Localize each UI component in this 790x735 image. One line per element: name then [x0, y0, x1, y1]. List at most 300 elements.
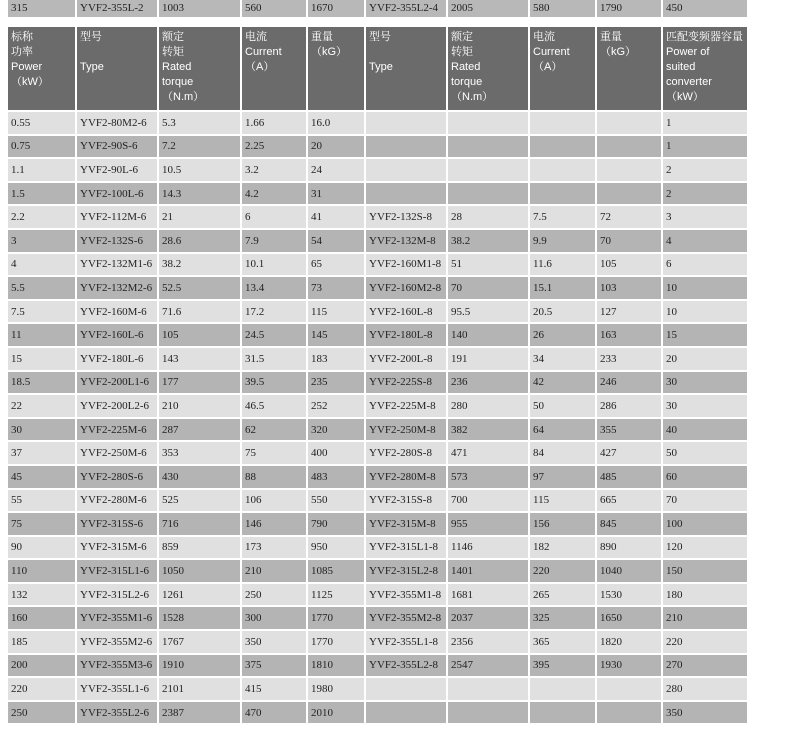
cell-current-8p: 182 [530, 537, 595, 559]
cell-current-8p [530, 136, 595, 158]
cell-weight-6p: 400 [308, 442, 364, 464]
table-row [8, 159, 747, 181]
table-row [8, 631, 747, 653]
header-line: 型号 [369, 31, 391, 43]
cell-torque-6p: 38.2 [159, 254, 240, 276]
cell-weight-8p: 72 [597, 206, 661, 228]
cell-torque-6p: 525 [159, 490, 240, 512]
cell-type-6p: YVF2-315L2-6 [77, 584, 157, 606]
cell-type-8p: YVF2-315L1-8 [366, 537, 446, 559]
cell-type-8p: YVF2-160L-8 [366, 301, 446, 323]
cell-weight-8p [597, 702, 661, 724]
cell-weight-6p: 31 [308, 183, 364, 205]
cell-torque-8p: 51 [448, 254, 528, 276]
header-line: 电流 [245, 31, 267, 43]
cell-type-6p: YVF2-160M-6 [77, 301, 157, 323]
cell-power: 185 [8, 631, 75, 653]
cell-torque-6p: 1767 [159, 631, 240, 653]
cell-converter-power: 60 [663, 466, 747, 488]
cell-power: 3 [8, 230, 75, 252]
cell-type-6p: YVF2-200L2-6 [77, 395, 157, 417]
header-type-6p [77, 27, 157, 110]
header-line: Type [80, 61, 104, 73]
cell-torque-8p [448, 159, 528, 181]
cell-weight-6p: 73 [308, 277, 364, 299]
cell-weight-6p: 183 [308, 348, 364, 370]
cell-torque-6p: 1261 [159, 584, 240, 606]
cell-weight-6p: 20 [308, 136, 364, 158]
cell-weight-6p: 16.0 [308, 112, 364, 134]
cell-type-8p: YVF2-132M-8 [366, 230, 446, 252]
cell-weight-6p: 1770 [308, 607, 364, 629]
cell-torque-6p: 52.5 [159, 277, 240, 299]
cell-torque-8p: 28 [448, 206, 528, 228]
cell-weight-8p: 1790 [597, 0, 661, 17]
cell-type-6p: YVF2-160L-6 [77, 324, 157, 346]
header-line: suited [666, 61, 696, 73]
cell-current-8p: 580 [530, 0, 595, 17]
table-row [8, 183, 747, 205]
cell-type-8p: YVF2-355L2-4 [366, 0, 446, 17]
header-line: （A） [533, 61, 563, 73]
cell-power: 200 [8, 655, 75, 677]
cell-current-6p: 415 [242, 678, 306, 700]
cell-type-8p: YVF2-355L1-8 [366, 631, 446, 653]
cell-current-6p: 3.2 [242, 159, 306, 181]
header-line: torque [162, 76, 194, 88]
table-row [8, 490, 747, 512]
cell-torque-6p: 2101 [159, 678, 240, 700]
cell-weight-8p [597, 678, 661, 700]
cell-torque-8p: 2547 [448, 655, 528, 677]
header-line: （kW） [11, 76, 49, 88]
cell-weight-8p: 890 [597, 537, 661, 559]
cell-torque-8p: 382 [448, 419, 528, 441]
header-line: 额定 [451, 31, 473, 43]
cell-current-8p: 9.9 [530, 230, 595, 252]
cell-current-8p: 64 [530, 419, 595, 441]
cell-torque-8p: 1401 [448, 560, 528, 582]
cell-current-8p: 15.1 [530, 277, 595, 299]
header-weight-8p [597, 27, 661, 110]
header-line: （N.m） [162, 91, 205, 103]
cell-type-6p: YVF2-112M-6 [77, 206, 157, 228]
cell-current-6p: 39.5 [242, 372, 306, 394]
cell-converter-power: 270 [663, 655, 747, 677]
table-row [8, 466, 747, 488]
cell-power: 37 [8, 442, 75, 464]
cell-type-6p: YVF2-250M-6 [77, 442, 157, 464]
cell-torque-6p: 10.5 [159, 159, 240, 181]
cell-type-6p: YVF2-315M-6 [77, 537, 157, 559]
cell-torque-6p: 5.3 [159, 112, 240, 134]
cell-current-6p: 6 [242, 206, 306, 228]
cell-torque-8p: 280 [448, 395, 528, 417]
header-line: （kG） [311, 46, 348, 58]
header-line: 转矩 [451, 46, 473, 58]
header-line: Power [11, 61, 43, 73]
cell-weight-8p: 1040 [597, 560, 661, 582]
table-row [8, 372, 747, 394]
cell-weight-6p: 54 [308, 230, 364, 252]
cell-weight-6p: 24 [308, 159, 364, 181]
header-converter-power [663, 27, 747, 110]
cell-weight-6p: 65 [308, 254, 364, 276]
table-row [8, 277, 747, 299]
cell-weight-8p: 1650 [597, 607, 661, 629]
cell-type-6p: YVF2-355L-2 [77, 0, 157, 17]
cell-current-6p: 10.1 [242, 254, 306, 276]
cell-power: 2.2 [8, 206, 75, 228]
cell-converter-power: 15 [663, 324, 747, 346]
cell-converter-power: 450 [663, 0, 747, 17]
cell-current-6p: 31.5 [242, 348, 306, 370]
cell-power: 160 [8, 607, 75, 629]
cell-converter-power: 40 [663, 419, 747, 441]
cell-weight-6p: 950 [308, 537, 364, 559]
cell-weight-8p [597, 136, 661, 158]
header-line: 型号 [80, 31, 102, 43]
cell-current-8p: 220 [530, 560, 595, 582]
table-row [8, 206, 747, 228]
cell-current-8p: 265 [530, 584, 595, 606]
cell-converter-power: 120 [663, 537, 747, 559]
header-torque-6p [159, 27, 240, 110]
header-line: 转矩 [162, 46, 184, 58]
table-row [8, 537, 747, 559]
cell-weight-8p: 485 [597, 466, 661, 488]
cell-current-6p: 106 [242, 490, 306, 512]
cell-torque-8p [448, 678, 528, 700]
cell-type-8p: YVF2-355M2-8 [366, 607, 446, 629]
cell-weight-6p: 252 [308, 395, 364, 417]
cell-weight-6p: 1125 [308, 584, 364, 606]
cell-weight-8p: 355 [597, 419, 661, 441]
cell-torque-6p: 859 [159, 537, 240, 559]
cell-torque-6p: 14.3 [159, 183, 240, 205]
table-row [8, 607, 747, 629]
cell-torque-6p: 430 [159, 466, 240, 488]
cell-weight-8p: 103 [597, 277, 661, 299]
cell-converter-power: 280 [663, 678, 747, 700]
cell-torque-6p: 1528 [159, 607, 240, 629]
cell-power: 315 [8, 0, 75, 17]
cell-current-8p: 395 [530, 655, 595, 677]
cell-weight-6p: 115 [308, 301, 364, 323]
cell-power: 110 [8, 560, 75, 582]
cell-weight-6p: 1670 [308, 0, 364, 17]
cell-torque-8p: 573 [448, 466, 528, 488]
cell-current-8p: 50 [530, 395, 595, 417]
cell-type-6p: YVF2-90L-6 [77, 159, 157, 181]
cell-current-8p: 365 [530, 631, 595, 653]
cell-converter-power: 20 [663, 348, 747, 370]
cell-type-8p: YVF2-280S-8 [366, 442, 446, 464]
header-line: torque [451, 76, 483, 88]
cell-torque-8p: 471 [448, 442, 528, 464]
cell-power: 55 [8, 490, 75, 512]
cell-current-6p: 146 [242, 513, 306, 535]
cell-current-6p: 173 [242, 537, 306, 559]
header-row [8, 27, 747, 110]
cell-current-6p: 350 [242, 631, 306, 653]
cell-torque-6p: 28.6 [159, 230, 240, 252]
cell-weight-8p [597, 112, 661, 134]
header-weight-6p [308, 27, 364, 110]
cell-torque-6p: 1910 [159, 655, 240, 677]
cell-converter-power: 1 [663, 136, 747, 158]
cell-weight-8p: 233 [597, 348, 661, 370]
cell-type-8p: YVF2-355L2-8 [366, 655, 446, 677]
cell-current-6p: 1.66 [242, 112, 306, 134]
cell-torque-6p: 1050 [159, 560, 240, 582]
cell-type-8p: YVF2-315S-8 [366, 490, 446, 512]
cell-current-6p: 470 [242, 702, 306, 724]
cell-torque-8p: 2037 [448, 607, 528, 629]
table-row [8, 442, 747, 464]
cell-weight-6p: 145 [308, 324, 364, 346]
cell-type-8p: YVF2-160M2-8 [366, 277, 446, 299]
cell-weight-8p: 1820 [597, 631, 661, 653]
cell-type-6p: YVF2-280M-6 [77, 490, 157, 512]
cell-torque-8p: 2356 [448, 631, 528, 653]
header-line [369, 45, 446, 60]
cell-torque-8p: 38.2 [448, 230, 528, 252]
cell-type-8p [366, 136, 446, 158]
cell-weight-6p: 790 [308, 513, 364, 535]
cell-type-6p: YVF2-225M-6 [77, 419, 157, 441]
table-row [8, 230, 747, 252]
table-row [8, 112, 747, 134]
cell-type-6p: YVF2-355L1-6 [77, 678, 157, 700]
cell-converter-power: 210 [663, 607, 747, 629]
cell-current-8p: 97 [530, 466, 595, 488]
cell-type-6p: YVF2-355M2-6 [77, 631, 157, 653]
header-line [80, 45, 157, 60]
cell-converter-power: 10 [663, 277, 747, 299]
previous-table-tail [6, 0, 749, 19]
cell-weight-8p: 105 [597, 254, 661, 276]
cell-current-8p: 20.5 [530, 301, 595, 323]
table-row [8, 395, 747, 417]
cell-weight-6p: 41 [308, 206, 364, 228]
cell-converter-power: 3 [663, 206, 747, 228]
cell-weight-6p: 1810 [308, 655, 364, 677]
cell-weight-6p: 550 [308, 490, 364, 512]
cell-converter-power: 10 [663, 301, 747, 323]
cell-torque-8p: 1681 [448, 584, 528, 606]
header-line: 匹配变频器容量 [666, 31, 743, 43]
cell-power: 250 [8, 702, 75, 724]
cell-weight-8p: 845 [597, 513, 661, 535]
cell-current-6p: 62 [242, 419, 306, 441]
cell-current-8p: 84 [530, 442, 595, 464]
header-line: （kW） [666, 91, 704, 103]
cell-weight-6p: 320 [308, 419, 364, 441]
cell-torque-8p [448, 136, 528, 158]
cell-torque-8p: 95.5 [448, 301, 528, 323]
cell-type-8p: YVF2-200L-8 [366, 348, 446, 370]
cell-type-8p [366, 112, 446, 134]
cell-type-6p: YVF2-355L2-6 [77, 702, 157, 724]
cell-converter-power: 150 [663, 560, 747, 582]
cell-current-6p: 560 [242, 0, 306, 17]
cell-current-6p: 13.4 [242, 277, 306, 299]
cell-power: 132 [8, 584, 75, 606]
cell-torque-8p: 1146 [448, 537, 528, 559]
cell-type-6p: YVF2-132M1-6 [77, 254, 157, 276]
header-line: （A） [245, 61, 275, 73]
cell-current-6p: 4.2 [242, 183, 306, 205]
table-row [8, 584, 747, 606]
cell-current-8p: 156 [530, 513, 595, 535]
cell-power: 1.5 [8, 183, 75, 205]
cell-type-6p: YVF2-355M3-6 [77, 655, 157, 677]
cell-power: 45 [8, 466, 75, 488]
cell-torque-8p: 70 [448, 277, 528, 299]
header-current-6p [242, 27, 306, 110]
table-row [8, 301, 747, 323]
table-row [8, 655, 747, 677]
cell-type-8p: YVF2-180L-8 [366, 324, 446, 346]
cell-torque-6p: 177 [159, 372, 240, 394]
cell-converter-power: 1 [663, 112, 747, 134]
cell-torque-6p: 105 [159, 324, 240, 346]
cell-type-8p [366, 702, 446, 724]
cell-current-6p: 375 [242, 655, 306, 677]
cell-converter-power: 30 [663, 372, 747, 394]
cell-weight-8p: 70 [597, 230, 661, 252]
cell-type-8p: YVF2-225M-8 [366, 395, 446, 417]
cell-weight-8p: 1530 [597, 584, 661, 606]
cell-current-6p: 75 [242, 442, 306, 464]
cell-type-6p: YVF2-132M2-6 [77, 277, 157, 299]
cell-torque-6p: 287 [159, 419, 240, 441]
cell-torque-6p: 353 [159, 442, 240, 464]
cell-torque-8p [448, 702, 528, 724]
cell-current-6p: 24.5 [242, 324, 306, 346]
cell-type-6p: YVF2-80M2-6 [77, 112, 157, 134]
table-row [8, 560, 747, 582]
cell-type-6p: YVF2-100L-6 [77, 183, 157, 205]
cell-type-8p: YVF2-315L2-8 [366, 560, 446, 582]
header-line: 标称 [11, 31, 33, 43]
cell-power: 22 [8, 395, 75, 417]
header-line: Current [533, 46, 570, 58]
motor-spec-table [6, 25, 749, 725]
header-line: Type [369, 61, 393, 73]
cell-power: 7.5 [8, 301, 75, 323]
cell-current-8p: 7.5 [530, 206, 595, 228]
cell-weight-8p: 127 [597, 301, 661, 323]
cell-current-8p [530, 159, 595, 181]
cell-type-6p: YVF2-315S-6 [77, 513, 157, 535]
cell-power: 4 [8, 254, 75, 276]
cell-torque-8p: 191 [448, 348, 528, 370]
cell-current-6p: 300 [242, 607, 306, 629]
cell-converter-power: 50 [663, 442, 747, 464]
cell-torque-8p: 236 [448, 372, 528, 394]
cell-power: 11 [8, 324, 75, 346]
cell-weight-8p: 427 [597, 442, 661, 464]
cell-weight-6p: 483 [308, 466, 364, 488]
table-row [8, 513, 747, 535]
cell-type-8p: YVF2-250M-8 [366, 419, 446, 441]
header-line: 电流 [533, 31, 555, 43]
cell-weight-8p: 1930 [597, 655, 661, 677]
cell-converter-power: 2 [663, 183, 747, 205]
cell-torque-6p: 71.6 [159, 301, 240, 323]
cell-current-6p: 210 [242, 560, 306, 582]
cell-weight-6p: 1980 [308, 678, 364, 700]
cell-weight-8p [597, 183, 661, 205]
cell-converter-power: 100 [663, 513, 747, 535]
cell-current-6p: 46.5 [242, 395, 306, 417]
cell-converter-power: 2 [663, 159, 747, 181]
cell-power: 18.5 [8, 372, 75, 394]
cell-torque-6p: 210 [159, 395, 240, 417]
table-row [8, 348, 747, 370]
cell-power: 15 [8, 348, 75, 370]
table-row [8, 254, 747, 276]
header-line: converter [666, 76, 712, 88]
cell-torque-6p: 7.2 [159, 136, 240, 158]
cell-type-6p: YVF2-132S-6 [77, 230, 157, 252]
cell-torque-6p: 2387 [159, 702, 240, 724]
cell-current-8p: 34 [530, 348, 595, 370]
cell-converter-power: 70 [663, 490, 747, 512]
header-line: （kG） [600, 46, 637, 58]
header-line: Rated [451, 61, 481, 73]
cell-torque-6p: 143 [159, 348, 240, 370]
cell-torque-6p: 1003 [159, 0, 240, 17]
cell-current-8p: 42 [530, 372, 595, 394]
header-line: 重量 [600, 31, 622, 43]
table-row [8, 324, 747, 346]
cell-current-8p: 115 [530, 490, 595, 512]
cell-weight-6p: 235 [308, 372, 364, 394]
header-torque-8p [448, 27, 528, 110]
cell-current-6p: 17.2 [242, 301, 306, 323]
cell-type-6p: YVF2-180L-6 [77, 348, 157, 370]
cell-weight-6p: 1770 [308, 631, 364, 653]
cell-weight-6p: 2010 [308, 702, 364, 724]
cell-current-8p [530, 112, 595, 134]
header-line: 重量 [311, 31, 333, 43]
cell-torque-6p: 716 [159, 513, 240, 535]
cell-current-6p: 88 [242, 466, 306, 488]
cell-torque-8p [448, 112, 528, 134]
cell-type-8p [366, 678, 446, 700]
cell-weight-8p: 286 [597, 395, 661, 417]
cell-current-6p: 250 [242, 584, 306, 606]
cell-power: 30 [8, 419, 75, 441]
table-row [8, 136, 747, 158]
cell-type-6p: YVF2-315L1-6 [77, 560, 157, 582]
header-power [8, 27, 75, 110]
cell-current-8p [530, 702, 595, 724]
cell-current-8p: 11.6 [530, 254, 595, 276]
cell-converter-power: 220 [663, 631, 747, 653]
cell-power: 5.5 [8, 277, 75, 299]
cell-power: 220 [8, 678, 75, 700]
cell-converter-power: 30 [663, 395, 747, 417]
header-current-8p [530, 27, 595, 110]
cell-type-8p: YVF2-160M1-8 [366, 254, 446, 276]
cell-power: 1.1 [8, 159, 75, 181]
cell-power: 0.55 [8, 112, 75, 134]
cell-power: 0.75 [8, 136, 75, 158]
